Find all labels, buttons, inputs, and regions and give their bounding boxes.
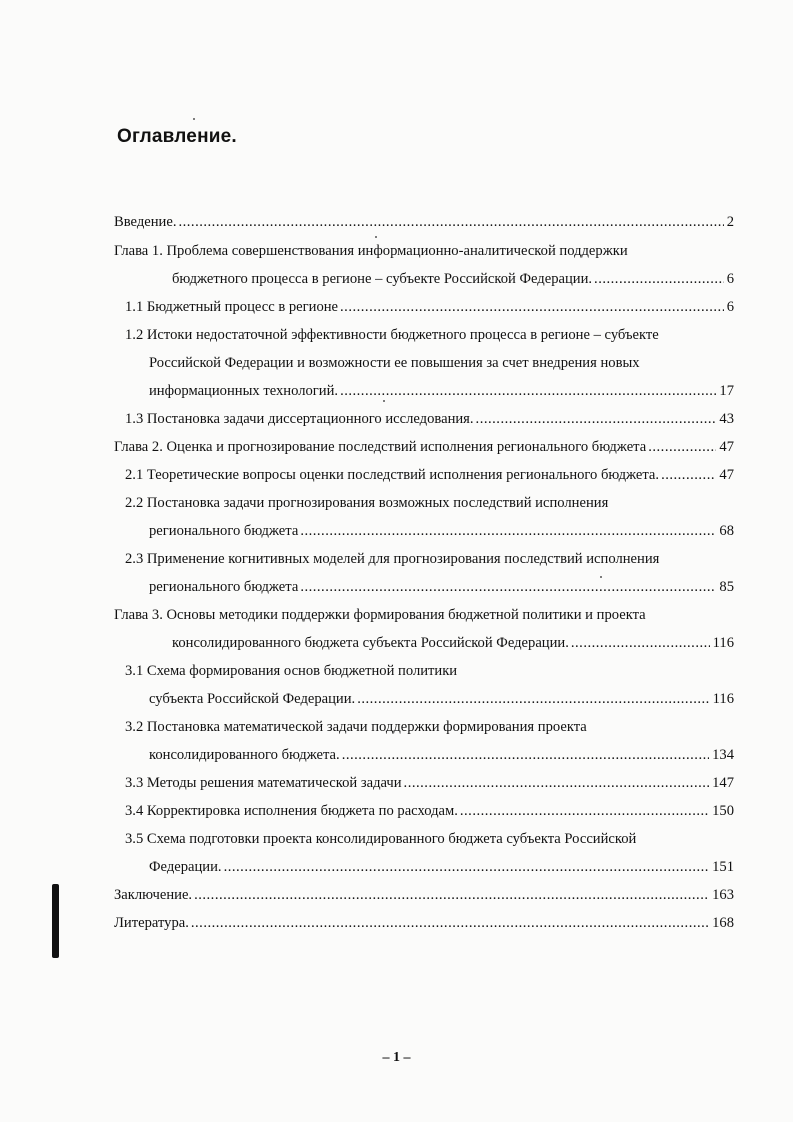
toc-entry-chapter-3[interactable] xyxy=(114,605,734,625)
toc-entry-title: субъекта Российской Федерации. xyxy=(149,691,356,707)
toc-entry-page: 147 xyxy=(712,775,734,791)
toc-entry-page: 163 xyxy=(712,887,734,903)
toc-entry-title: 1.2 Истоки недостаточной эффективности бюджетного процесса в регионе – субъекте xyxy=(125,327,659,343)
dot-leader xyxy=(661,465,716,485)
toc-entry-title: 3.3 Методы решения математической задачи xyxy=(125,775,402,791)
page-number: – 1 – xyxy=(382,1050,411,1065)
toc-entry-2-2-cont[interactable] xyxy=(149,521,734,541)
dot-leader xyxy=(340,381,716,401)
toc-entry-title: консолидированного бюджета субъекта Российской Федерации. xyxy=(172,635,569,651)
toc-entry-1-2-cont[interactable] xyxy=(149,353,734,373)
toc-entry-title: бюджетного процесса в регионе – субъекте Российской Федерации. xyxy=(172,271,593,287)
toc-entry-title: 3.4 Корректировка исполнения бюджета по расходам. xyxy=(125,803,458,819)
dot-leader xyxy=(357,689,709,709)
toc-entry-chapter-3-cont[interactable] xyxy=(172,633,734,653)
toc-entry-page: 2 xyxy=(726,214,734,230)
toc-entry-title: Введение. xyxy=(114,214,177,230)
toc-entry-2-1[interactable] xyxy=(125,465,734,485)
toc-entry-page: 68 xyxy=(719,523,734,539)
scan-speck xyxy=(375,236,377,238)
toc-entry-page: 168 xyxy=(712,915,734,931)
toc-entry-title: Литература. xyxy=(114,915,189,931)
scan-speck xyxy=(193,118,195,120)
dot-leader xyxy=(594,269,724,289)
toc-entry-3-1[interactable] xyxy=(125,661,734,681)
toc-entry-title: Федерации. xyxy=(149,859,222,875)
toc-entry-title: 3.1 Схема формирования основ бюджетной политики xyxy=(125,663,458,679)
toc-entry-title: информационных технологий. xyxy=(149,383,339,399)
toc-entry-title: 3.5 Схема подготовки проекта консолидированного бюджета субъекта Российской xyxy=(125,831,637,847)
toc-entry-title: Глава 1. Проблема совершенствования информационно-аналитической поддержки xyxy=(114,243,628,259)
toc-entry-title: Глава 3. Основы методики поддержки формирования бюджетной политики и проекта xyxy=(114,607,646,623)
toc-entry-1-1[interactable] xyxy=(125,297,734,317)
toc-entry-3-4[interactable] xyxy=(125,801,734,821)
toc-entry-title: 3.2 Постановка математической задачи поддержки формирования проекта xyxy=(125,719,587,735)
toc-entry-page: 116 xyxy=(712,635,734,651)
toc-entry-title: Заключение. xyxy=(114,887,193,903)
dot-leader xyxy=(224,857,710,877)
dot-leader xyxy=(300,577,716,597)
toc-entry-introduction[interactable] xyxy=(114,212,734,232)
toc-entry-page: 85 xyxy=(719,579,734,595)
toc-entry-2-3-cont[interactable] xyxy=(149,577,734,597)
toc-entry-1-2-cont2[interactable] xyxy=(149,381,734,401)
toc-entry-3-2-cont[interactable] xyxy=(149,745,734,765)
toc-entry-page: 116 xyxy=(712,691,734,707)
dot-leader xyxy=(194,885,709,905)
toc-entry-page: 6 xyxy=(726,299,734,315)
dot-leader xyxy=(191,913,709,933)
dot-leader xyxy=(404,773,710,793)
toc-entry-page: 43 xyxy=(719,411,734,427)
toc-entry-title: регионального бюджета xyxy=(149,523,299,539)
toc-entry-title: Российской Федерации и возможности ее повышения за счет внедрения новых xyxy=(149,355,640,371)
toc-entry-title: 2.1 Теоретические вопросы оценки последствий исполнения регионального бюджета. xyxy=(125,467,660,483)
toc-entry-title: 2.3 Применение когнитивных моделей для прогнозирования последствий исполнения xyxy=(125,551,660,567)
toc-entry-title: регионального бюджета xyxy=(149,579,299,595)
scan-speck xyxy=(600,576,602,578)
toc-entry-3-3[interactable] xyxy=(125,773,734,793)
toc-entry-chapter-1[interactable] xyxy=(114,241,734,261)
toc-entry-3-5[interactable] xyxy=(125,829,734,849)
toc-entry-chapter-2[interactable] xyxy=(114,437,734,457)
toc-entry-page: 150 xyxy=(712,803,734,819)
page-title: Оглавление. xyxy=(117,126,237,147)
toc-entry-title: 2.2 Постановка задачи прогнозирования возможных последствий исполнения xyxy=(125,495,609,511)
toc-entry-references[interactable] xyxy=(114,913,734,933)
toc-entry-conclusion[interactable] xyxy=(114,885,734,905)
dot-leader xyxy=(476,409,717,429)
toc-entry-page: 6 xyxy=(726,271,734,287)
toc-entry-title: 1.1 Бюджетный процесс в регионе xyxy=(125,299,339,315)
toc-entry-2-2[interactable] xyxy=(125,493,734,513)
toc-entry-3-5-cont[interactable] xyxy=(149,857,734,877)
toc-entry-page: 17 xyxy=(719,383,734,399)
dot-leader xyxy=(178,212,723,232)
scan-artifact-bar xyxy=(52,884,59,958)
dot-leader xyxy=(300,521,716,541)
scan-speck xyxy=(383,400,385,402)
dot-leader xyxy=(342,745,709,765)
toc-entry-title: консолидированного бюджета. xyxy=(149,747,340,763)
toc-entry-page: 151 xyxy=(712,859,734,875)
dot-leader xyxy=(460,801,709,821)
toc-entry-page: 47 xyxy=(719,439,734,455)
toc-entry-title: Глава 2. Оценка и прогнозирование последствий исполнения регионального бюджета xyxy=(114,439,647,455)
dot-leader xyxy=(571,633,710,653)
toc-entry-1-3[interactable] xyxy=(125,409,734,429)
toc-entry-2-3[interactable] xyxy=(125,549,734,569)
dot-leader xyxy=(648,437,716,457)
toc-entry-chapter-1-cont[interactable] xyxy=(172,269,734,289)
toc-entry-page: 47 xyxy=(719,467,734,483)
toc-entry-page: 134 xyxy=(712,747,734,763)
toc-entry-3-2[interactable] xyxy=(125,717,734,737)
toc-entry-1-2[interactable] xyxy=(125,325,734,345)
dot-leader xyxy=(340,297,724,317)
toc-entry-3-1-cont[interactable] xyxy=(149,689,734,709)
toc-entry-title: 1.3 Постановка задачи диссертационного исследования. xyxy=(125,411,474,427)
